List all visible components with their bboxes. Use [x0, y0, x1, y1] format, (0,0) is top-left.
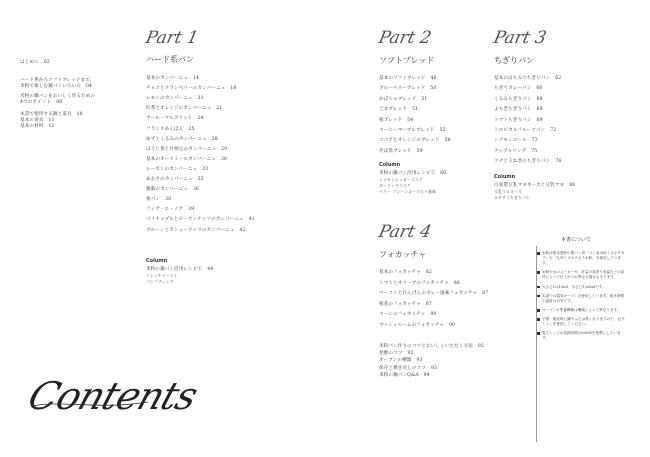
part2-entry-label: そば茶ブレッド [379, 148, 412, 154]
part2-entry-page: 46 [430, 76, 437, 81]
part3-entry-page: 66 [536, 86, 543, 92]
part4-entry[interactable] [379, 323, 455, 328]
part3-entry-page: 72 [550, 128, 557, 133]
part1-column-entry[interactable]: 米粉の鍋パン活用レシピ① 44 [146, 267, 214, 272]
part2-entry-label: ごまブレッド [379, 107, 407, 113]
intro-line: 米粉の鍋パンをおいしく作るための [20, 94, 96, 99]
part3-script: Part 3 [491, 28, 549, 48]
notes-title: 本書について [561, 237, 591, 243]
part2-entry-page: 50 [430, 86, 437, 92]
note-text: オーブンの型番機種は機械によって異なります。 [542, 307, 621, 312]
part3-entry-label: トマトちぎりパン [494, 117, 532, 123]
part4-tip-entry[interactable] [379, 366, 437, 371]
part3-entry-label: ツナと玉ねぎのちぎりパン [494, 159, 551, 165]
contents-underline [30, 398, 150, 410]
intro-line: 本書で使用する鍋と道具 10 [20, 112, 83, 117]
bullet-icon [537, 252, 540, 255]
part4-entry-label: ベーコンとれんげんのカレー風味フォカッチャ [379, 291, 478, 297]
part1-entry[interactable] [146, 187, 199, 192]
part4-entry-page: 86 [453, 280, 460, 286]
part2-script: Part 2 [376, 28, 434, 48]
part4-tip-entry-page: 93 [416, 358, 423, 364]
part1-entry-page: 33 [202, 166, 209, 172]
intro-line: 基本の道具 11 [20, 118, 55, 123]
part3-entry-page: 73 [531, 138, 538, 144]
part3-entry-label: よもぎちぎりパン [494, 107, 532, 113]
part3-entry-label: くるみちぎりパン [494, 96, 532, 102]
bullet-icon [537, 318, 540, 321]
part4-tip-entry-label: 米粉の鍋パンQ&A [379, 372, 419, 378]
part4-entry[interactable] [379, 302, 432, 307]
part1-entry[interactable] [146, 147, 227, 152]
part3-entry-label: ちぎりカレーパン [494, 86, 532, 92]
part4-tip-entry-page: 94 [423, 372, 430, 378]
part4-tip-entry-page: 93 [430, 365, 437, 371]
part3-entry[interactable] [494, 159, 561, 164]
part4-tip-entry[interactable] [379, 358, 423, 363]
part2-entry-page: 59 [416, 148, 423, 154]
part1-entry-page: 36 [192, 187, 199, 193]
part3-entry-page: 62 [555, 76, 562, 81]
note-text: 米粉や水のメーカーや、計量の誤差や室温などの条件によって仕上がりが異なる場合もあります。 [542, 270, 625, 280]
part3-entry[interactable] [494, 97, 543, 102]
part1-entry-page: 14 [192, 76, 199, 81]
part1-entry[interactable] [146, 207, 194, 212]
part3-column-sub: ポテサラちぎりパン [494, 195, 530, 200]
part2-column-sub: ベリー プレーンヨーグルト風味 [379, 189, 436, 194]
part1-entry-label: ゆずとくるみのカンパーニュ [146, 136, 207, 142]
part3-entry-page: 69 [536, 107, 543, 113]
part3-entry[interactable] [494, 76, 561, 81]
note-item [542, 331, 626, 341]
part1-entry-label: 基本のオートミールカンパーニュ [146, 156, 216, 162]
part1-entry[interactable] [146, 217, 255, 222]
part4-tip-entry[interactable] [379, 373, 430, 378]
intro-line: 米粉で楽しむ鍋パンいろいろ 04 [20, 84, 93, 89]
part2-column-head: Column [379, 162, 401, 168]
part1-entry-label: プルーンとカシューナッツのカンパーニュ [146, 227, 235, 233]
part4-entry-page: 90 [449, 323, 456, 328]
part2-entry[interactable] [379, 149, 423, 154]
note-text: 予熱・焼成時に鍋やふたは熱くなりますので、必ずミトンを使用してください。 [542, 316, 625, 326]
note-item [542, 317, 626, 327]
part3-entry-page: 75 [531, 148, 538, 154]
part1-entry-page: 28 [211, 136, 218, 142]
part1-entry[interactable] [146, 76, 199, 81]
note-item [542, 285, 626, 290]
part1-entry-page: 33 [197, 177, 204, 182]
intro-line: 4つのポイント 08 [20, 100, 63, 105]
part1-entry-label: ほうじ茶と甘納豆のカンパーニュ [146, 146, 217, 152]
part1-entry-label: レモンのカンパーニュ [146, 96, 193, 102]
part4-entry-label: 桜花のフォカッチャ [379, 301, 421, 307]
part4-title: フォカッチャ [379, 250, 427, 259]
note-item [542, 294, 626, 304]
part2-entry-page: 51 [421, 96, 428, 102]
part1-column-head: Column [146, 258, 168, 264]
preface-entry[interactable] [20, 60, 50, 65]
part3-entry-label: シナモンロール [494, 138, 527, 144]
part1-entry-page: 41 [248, 217, 255, 223]
part3-entry-label: トロピカルフルーツパン [494, 128, 546, 133]
part4-entry-page: 87 [425, 301, 432, 307]
note-item [542, 270, 626, 280]
part1-entry-page: 30 [221, 156, 228, 162]
part1-entry-page: 42 [239, 227, 246, 233]
note-text: 大さじ1は15ml、小さじ1は5mlです。 [542, 284, 606, 289]
note-item [542, 308, 626, 313]
part1-entry-label: チョコとクランベリーのカンパーニュ [146, 86, 226, 92]
part3-title: ちぎりパン [494, 56, 534, 65]
part2-entry-page: 51 [411, 107, 418, 113]
part3-entry-page: 69 [536, 117, 543, 123]
part3-column-head: Column [494, 174, 516, 180]
part2-entry-label: 桜ブレッド [379, 117, 403, 123]
part1-entry[interactable] [146, 157, 227, 162]
part1-entry-label: あおさのカンパーニュ [146, 177, 193, 182]
part3-entry-page: 68 [536, 96, 543, 102]
part2-entry-label: ブルーベリーブレッド [379, 86, 426, 92]
bullet-icon [537, 309, 540, 312]
part1-entry-label: 栗パン [146, 197, 161, 203]
bullet-icon [537, 332, 540, 335]
part1-entry-page: 21 [197, 96, 204, 102]
part1-entry-label: ブール・マルグリット [146, 116, 193, 122]
part1-entry[interactable] [146, 96, 204, 101]
part2-entry[interactable] [379, 97, 427, 102]
part3-entry[interactable] [494, 128, 556, 133]
note-text: 本書では電気オーブンを使用しています。焼き時間や温度は目安です。 [542, 293, 625, 303]
bullet-icon [537, 271, 540, 274]
part1-entry[interactable] [146, 116, 203, 121]
part2-column-entry[interactable]: 米粉の鍋パン活用レシピ② 60 [379, 171, 447, 176]
part1-entry-label: 紅茶とオレンジのカンパーニュ [146, 106, 212, 112]
part4-entry-page: 87 [482, 291, 489, 297]
intro-line: 基本の材料 12 [20, 124, 55, 129]
part4-tip-entry-label: 発酵のコツ [379, 351, 403, 357]
part4-script: Part 4 [376, 222, 434, 242]
note-text: 米粉は熊本製粉の製パン用「パン用米粉ミズホチカラ」や「九州ミズホチカラ米粉」を使用しています。 [542, 251, 625, 266]
part4-tip-entry[interactable] [379, 344, 484, 349]
part1-entry-page: 24 [197, 116, 204, 122]
part1-entry[interactable] [146, 86, 236, 91]
part1-entry[interactable] [146, 137, 218, 142]
part4-entry[interactable] [379, 291, 488, 296]
preface-page: 02 [43, 60, 50, 65]
part4-entry-label: コーンのフォカッチャ [379, 312, 426, 318]
part4-entry[interactable] [379, 281, 460, 286]
part1-entry-page: 38 [165, 197, 172, 203]
part2-entry-label: コーヒーマーブルブレッド [379, 128, 435, 133]
part4-tip-entry-label: 保存と焼き戻しのコツ [379, 365, 426, 371]
part1-entry-page: 18 [230, 86, 237, 92]
part4-entry-page: 90 [430, 312, 437, 318]
part1-entry-label: レーズンのカンパーニュ [146, 166, 198, 172]
part1-entry[interactable] [146, 197, 171, 202]
bullet-icon [537, 286, 540, 289]
part2-entry[interactable] [379, 138, 451, 143]
part2-entry-label: 基本のソフトブレッド [379, 76, 426, 81]
part1-title: ハード系パン [146, 55, 194, 64]
part4-tip-entry-label: 米粉パン作りのコツとおいしくいただく方法 [379, 344, 473, 349]
part4-tip-entry-label: オーブンの種類 [379, 358, 412, 364]
part4-entry[interactable] [379, 312, 436, 317]
part1-entry[interactable] [146, 127, 194, 132]
part3-entry[interactable] [494, 138, 538, 143]
part3-entry[interactable] [494, 149, 537, 154]
part1-entry-label: 基本のカンパーニュ [146, 76, 188, 81]
part1-entry[interactable] [146, 177, 204, 182]
note-item [542, 251, 626, 266]
part4-entry-label: トマトとオリーブのフォカッチャ [379, 280, 449, 286]
part1-entry-label: フランスあんぱん [146, 126, 184, 132]
part2-entry-page: 55 [439, 128, 446, 133]
note-text: 電子レンジの加熱時間は600Wを基準にしています。 [542, 331, 621, 341]
part2-entry[interactable] [379, 86, 436, 91]
part2-column-sub: シナモンシュガーラスク [379, 177, 423, 182]
part1-entry-page: 25 [188, 126, 195, 132]
part3-entry[interactable] [494, 86, 542, 91]
part2-entry[interactable] [379, 76, 437, 81]
part3-entry-label: 基本のはちみつちぎりパン [494, 76, 551, 81]
part2-entry[interactable] [379, 118, 413, 123]
part1-entry[interactable] [146, 228, 245, 233]
part4-entry-label: 基本のフォカッチャ [379, 270, 421, 275]
part2-entry[interactable] [379, 107, 418, 112]
part2-entry-page: 54 [407, 117, 414, 123]
intro-line: ハード系からソフトブレッドまで。 [20, 78, 95, 83]
part4-tip-entry-page: 92 [477, 344, 484, 349]
preface-title: はじめに [20, 60, 39, 65]
part1-entry[interactable] [146, 106, 222, 111]
part1-entry-page: 29 [221, 146, 228, 152]
part1-entry-label: 雑穀のカンパーニュ [146, 187, 188, 193]
part2-entry-page: 58 [444, 138, 451, 144]
part4-entry-page: 82 [425, 270, 432, 275]
part1-script: Part 1 [143, 28, 201, 48]
part2-entry-label: かぼちゃブレッド [379, 96, 417, 102]
part3-column-entry[interactable]: 白家製豆乳マヨネーズと豆乳マヨ 80 [494, 183, 576, 188]
part2-column-sub: ガーリックラスク [379, 183, 411, 188]
part4-tip-entry-page: 92 [407, 351, 414, 357]
bullet-icon [537, 295, 540, 298]
part1-entry-page: 39 [188, 207, 195, 213]
part1-entry-page: 21 [216, 106, 223, 112]
part4-entry-label: マッシュルームのフォカッチャ [379, 323, 445, 328]
part1-entry[interactable] [146, 167, 208, 172]
part2-title: ソフトブレッド [379, 56, 435, 65]
part2-entry[interactable] [379, 128, 446, 133]
part2-entry-label: ココアとオレンジのブレッド [379, 138, 440, 144]
part3-column-sub: 豆乳マヨネーズ [494, 189, 522, 194]
part4-tip-entry[interactable] [379, 351, 414, 356]
part3-entry[interactable] [494, 118, 543, 123]
part3-entry-label: アップルリング [494, 148, 527, 154]
part1-column-sub: フレンチトースト [146, 273, 178, 278]
part3-entry[interactable] [494, 107, 543, 112]
part1-entry-label: パイナップルとピーカンナッツのカンパーニュ [146, 217, 244, 223]
contents-wordmark: Contents [22, 374, 203, 418]
part3-entry-page: 76 [555, 159, 562, 165]
part4-entry[interactable] [379, 270, 432, 275]
part1-column-sub: パンプディング [146, 279, 174, 284]
part1-entry-label: フィグ・エ・ノア [146, 207, 184, 213]
